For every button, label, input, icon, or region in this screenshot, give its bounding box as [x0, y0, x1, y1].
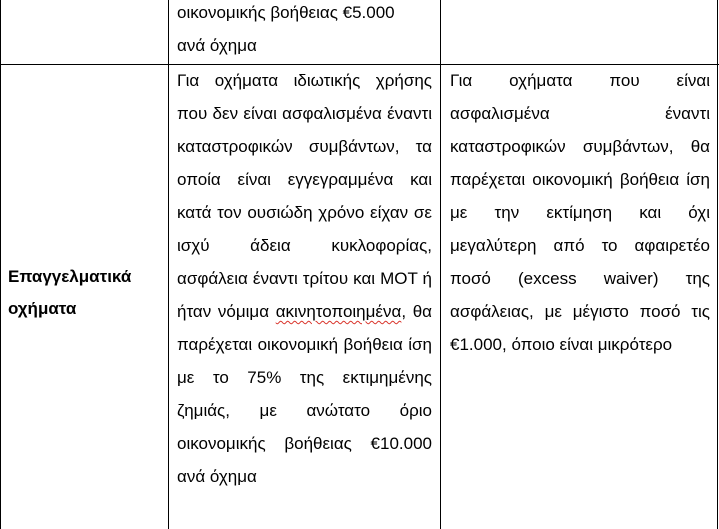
- table-border-left: [0, 0, 1, 529]
- private-vehicle-conditions-cell: [177, 64, 432, 493]
- column-divider-1: [168, 0, 169, 529]
- insured-vehicle-conditions-text: Για οχήματα που είναι ασφαλισμένα έναντι καταστροφικών συμβάντων, θα παρέχεται οικονομική βοήθεια ίση με την εκτίμηση και όχι μεγαλύτερη από το αφαιρετέο ποσό (excess waiver) της ασφάλειας, με μέγιστο ποσό τις €1.000, όποιο είναι μικρότερο: [450, 71, 710, 354]
- table-border-right: [717, 0, 718, 529]
- spellcheck-flagged-word: ακινητοποιημένα: [275, 302, 402, 321]
- top-row-cell-text: [177, 0, 432, 62]
- conditions-text-part-2: , θα παρέχεται οικονομική βοήθεια ίση με το 75% της εκτιμημένης ζημιάς, με ανώτατο όριο οικονομικής βοήθειας €10.000 ανά όχημα: [177, 302, 432, 486]
- conditions-text-part-1: Για οχήματα ιδιωτικής χρήσης που δεν είναι ασφαλισμένα έναντι καταστροφικών συμβάντων, τα οποία είναι εγγεγραμμένα και κατά τον ουσιώδη χρόνο είχαν σε ισχύ άδεια κυκλοφορίας, ασφάλεια έναντι τρίτου και ΜΟΤ ή ήταν νόμιμα: [177, 71, 432, 321]
- top-row-line-1: οικονομικής βοήθειας €5.000: [177, 3, 395, 22]
- column-divider-2: [440, 0, 441, 529]
- row-label: Επαγγελματικά οχήματα: [8, 267, 132, 318]
- insured-vehicle-conditions-cell: [450, 64, 710, 361]
- top-row-line-2: ανά όχημα: [177, 36, 257, 55]
- private-vehicle-conditions-text: [177, 64, 432, 493]
